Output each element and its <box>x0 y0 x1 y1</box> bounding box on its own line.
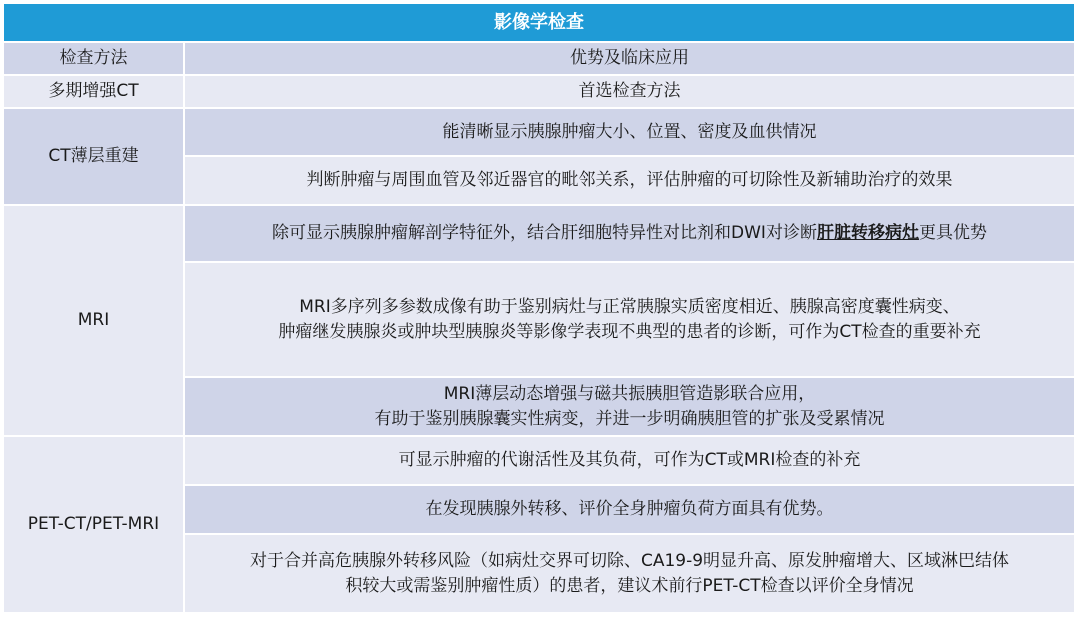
advantage-pet-3 <box>185 535 1076 614</box>
method-ct-thin: CT薄层重建 <box>4 109 185 206</box>
mri-item2-line2: 肿瘤继发胰腺炎或肿块型胰腺炎等影像学表现不典型的患者的诊断，可作为CT检查的重要补充 <box>278 321 981 342</box>
pet-item3-line1: 对于合并高危胰腺外转移风险（如病灶交界可切除、CA19-9明显升高、原发肿瘤增大、区域淋巴结体 <box>249 550 1010 571</box>
advantage-mri-3 <box>185 378 1076 437</box>
mri-item3-line1: MRI薄层动态增强与磁共振胰胆管造影联合应用， <box>443 383 816 404</box>
table-title: 影像学检查 <box>4 4 1076 43</box>
advantage-mri-2 <box>185 263 1076 378</box>
header-method: 检查方法 <box>4 43 185 76</box>
advantage-multiphase-ct: 首选检查方法 <box>185 76 1076 109</box>
liver-metastasis-emphasis: 肝脏转移病灶 <box>816 223 919 243</box>
method-multiphase-ct: 多期增强CT <box>4 76 185 109</box>
advantage-pet-2: 在发现胰腺外转移、评价全身肿瘤负荷方面具有优势。 <box>185 486 1076 535</box>
header-advantage: 优势及临床应用 <box>185 43 1076 76</box>
advantage-ct-thin-2: 判断肿瘤与周围血管及邻近器官的毗邻关系，评估肿瘤的可切除性及新辅助治疗的效果 <box>185 157 1076 206</box>
mri-item3-line2: 有助于鉴别胰腺囊实性病变，并进一步明确胰胆管的扩张及受累情况 <box>374 408 885 429</box>
mri-item1-post: 更具优势 <box>918 223 987 243</box>
advantage-ct-thin-1: 能清晰显示胰腺肿瘤大小、位置、密度及血供情况 <box>185 109 1076 157</box>
mri-item1-pre: 除可显示胰腺肿瘤解剖学特征外，结合肝细胞特异性对比剂和DWI对诊断 <box>272 223 817 243</box>
imaging-exam-table <box>4 4 1076 614</box>
mri-item2-line1: MRI多序列多参数成像有助于鉴别病灶与正常胰腺实质密度相近、胰腺高密度囊性病变、 <box>299 296 960 317</box>
method-pet: PET-CT/PET-MRI <box>4 437 185 614</box>
method-mri: MRI <box>4 206 185 437</box>
pet-item3-line2: 积较大或需鉴别肿瘤性质）的患者，建议术前行PET-CT检查以评价全身情况 <box>345 575 914 596</box>
advantage-pet-1: 可显示肿瘤的代谢活性及其负荷，可作为CT或MRI检查的补充 <box>185 437 1076 486</box>
advantage-mri-1 <box>185 206 1076 263</box>
